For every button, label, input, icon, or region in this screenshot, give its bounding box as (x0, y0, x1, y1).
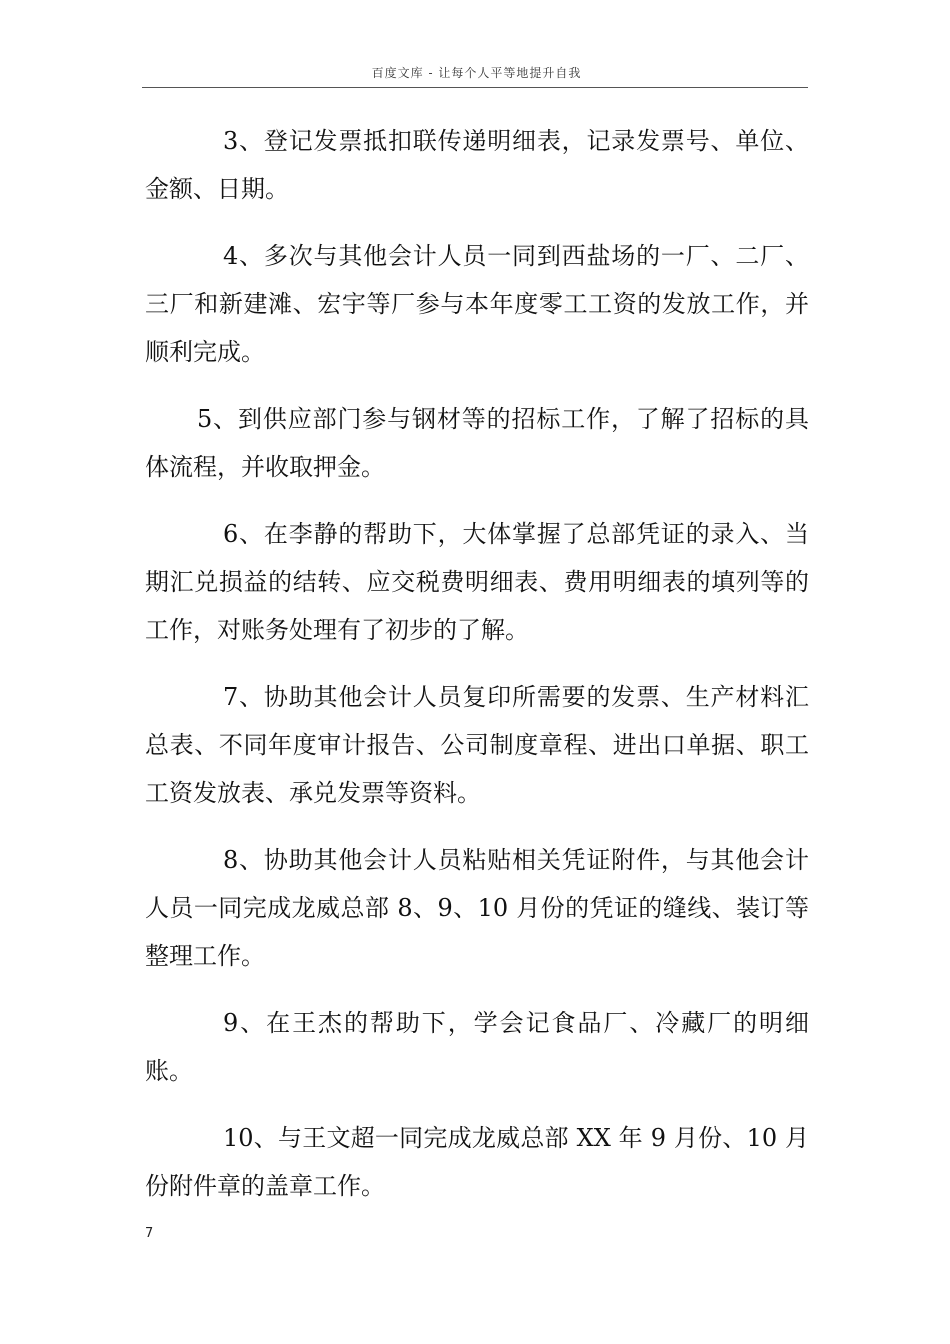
paragraph-item-4: 4、多次与其他会计人员一同到西盐场的一厂、二厂、三厂和新建滩、宏宇等厂参与本年度零工工资的发放工作，并顺利完成。 (145, 242, 809, 366)
paragraph-item-8: 8、协助其他会计人员粘贴相关凭证附件，与其他会计人员一同完成龙威总部 8、9、10 月份的凭证的缝线、装订等整理工作。 (145, 846, 809, 970)
paragraph-item-5: 5、到供应部门参与钢材等的招标工作，了解了招标的具体流程，并收取押金。 (145, 405, 809, 481)
page-number: 7 (145, 1226, 154, 1241)
paragraph-item-9: 9、在王杰的帮助下，学会记食品厂、冷藏厂的明细账。 (145, 1009, 809, 1085)
page-header: 百度文库 - 让每个人平等地提升自我 (371, 66, 582, 80)
header-divider (142, 87, 808, 88)
document-body (145, 117, 809, 1229)
paragraph-item-7: 7、协助其他会计人员复印所需要的发票、生产材料汇总表、不同年度审计报告、公司制度章程、进出口单据、职工工资发放表、承兑发票等资料。 (145, 683, 809, 807)
paragraph-item-6: 6、在李静的帮助下，大体掌握了总部凭证的录入、当期汇兑损益的结转、应交税费明细表、费用明细表的填列等的工作，对账务处理有了初步的了解。 (145, 520, 809, 644)
paragraph-item-3: 3、登记发票抵扣联传递明细表，记录发票号、单位、金额、日期。 (145, 127, 809, 203)
paragraph-item-10: 10、与王文超一同完成龙威总部 XX 年 9 月份、10 月份附件章的盖章工作。 (145, 1124, 809, 1200)
